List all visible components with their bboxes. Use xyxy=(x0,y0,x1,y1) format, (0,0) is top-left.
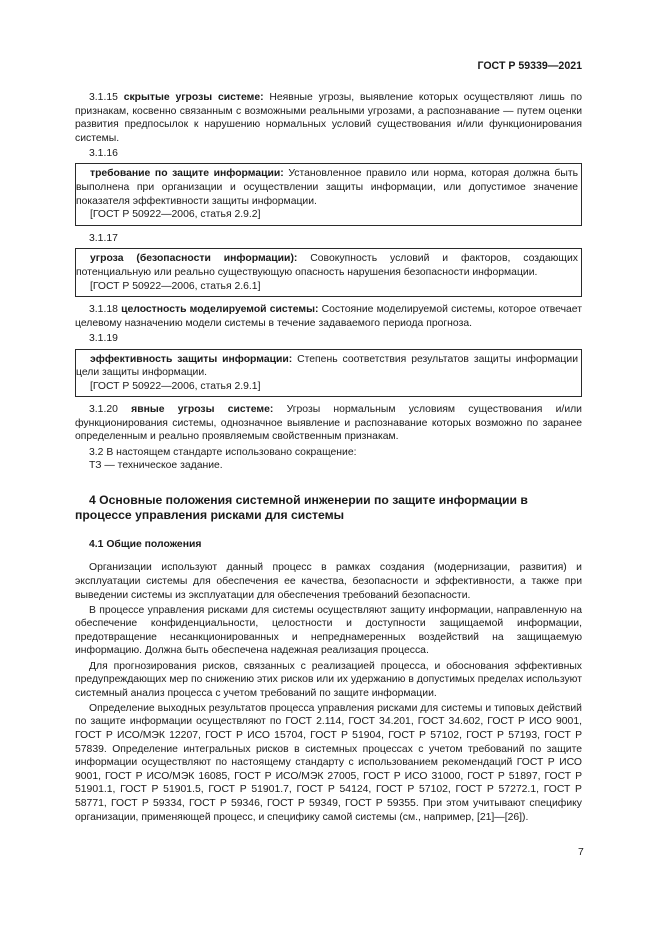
definition-3-1-15 xyxy=(75,91,582,145)
body-paragraph: Для прогнозирования рисков, связанных с реализацией процесса, и обоснования эффективных предупреждающих мер по снижению этих рисков или их удержанию в допустимых пределах используют системный анализ процесса с учетом требований по защите информации. xyxy=(75,660,582,699)
abbreviation-line: ТЗ — техническое задание. xyxy=(89,460,223,472)
definition-3-1-18 xyxy=(75,303,582,330)
document-id-header: ГОСТ Р 59339—2021 xyxy=(477,60,582,72)
definition-text: Состояние моделируемой системы, которое отвечает целевому назначению модели системы в течение задаваемого периода прогноза. xyxy=(75,304,583,329)
source-reference: [ГОСТ Р 50922—2006, статья 2.9.1] xyxy=(90,380,261,392)
term: целостность моделируемой системы: xyxy=(121,304,319,316)
term: скрытые угрозы системе: xyxy=(123,92,264,103)
source-reference: [ГОСТ Р 50922—2006, статья 2.6.1] xyxy=(90,280,261,292)
item-number-3-1-16: 3.1.16 xyxy=(89,147,118,159)
quoted-definition-box-3-1-16 xyxy=(75,163,582,225)
section-4-heading: 4 Основные положения системной инженерии по защите информации в процессе управления рисками для системы xyxy=(75,492,528,523)
quoted-definition-box-3-1-17 xyxy=(75,248,582,297)
definition-text: Степень соответствия результатов защиты информации цели защиты информации. xyxy=(76,353,578,379)
definition-text: Неявные угрозы, выявление которых осуществляют лишь по признакам, косвенно связанным с возможными реальными угрозами, а распознавание — путем оценки развития предпосылок к нарушению нормальных условий существования и/или функционирования системы. xyxy=(75,92,582,144)
term: требование по защите информации: xyxy=(90,168,284,180)
item-number: 3.1.20 xyxy=(89,404,118,416)
body-paragraph: Определение выходных результатов процесса управления рисками для системы и типовых действий по защите информации осуществляют по ГОСТ 2.114, ГОСТ 34.201, ГОСТ 34.602, ГОСТ Р ИСО 9001, ГОСТ Р ИСО/МЭК 12207, ГОСТ Р ИСО 15704, ГОСТ Р 51904, ГОСТ Р 57102, ГОСТ Р 57193, ГОСТ Р 57839. Определение интегральных рисков в системных процессах с учетом требований по защите информации осуществляют по настоящему стандарту с использованием рекомендаций ГОСТ Р ИСО 9001, ГОСТ Р ИСО/МЭК 16085, ГОСТ Р ИСО/МЭК 27005, ГОСТ Р ИСО 31000, ГОСТ Р 51897, ГОСТ Р 51901.1, ГОСТ Р 51901.5, ГОСТ Р 51901.7, ГОСТ Р 54124, ГОСТ Р 57102, ГОСТ Р 57272.1, ГОСТ Р 58771, ГОСТ Р 59334, ГОСТ Р 59346, ГОСТ Р 59349, ГОСТ Р 59355. При этом учитывают специфику организации, применяющей процесс, и специфику самой системы (см., например, [21]—[26]). xyxy=(75,702,582,823)
quoted-definition-box-3-1-19 xyxy=(75,349,582,398)
definition-3-1-20 xyxy=(75,403,582,444)
page-number: 7 xyxy=(578,847,584,858)
body-paragraph: Организации используют данный процесс в рамках создания (модернизации, развития) и эксплуатации системы для обеспечения ее качества, безопасности и эффективности, а также при выведении системы из эксплуатации для обеспечения требований безопасности. xyxy=(75,562,582,601)
item-number-3-1-17: 3.1.17 xyxy=(89,232,118,244)
item-number: 3.1.18 xyxy=(89,304,118,316)
item-number: 3.1.15 xyxy=(89,92,118,103)
abbreviation-intro: 3.2 В настоящем стандарте использовано сокращение: xyxy=(89,446,357,458)
term: угроза (безопасности информации): xyxy=(90,253,298,265)
body-paragraph: В процессе управления рисками для системы осуществляют защиту информации, направленную на обеспечение конфиденциальности, целостности и доступности защищаемой информации, предотвращение несанкционированных и непреднамеренных воздействий на защищаемую информацию. Должна быть обеспечена надежная реализация процесса. xyxy=(75,604,582,657)
source-reference: [ГОСТ Р 50922—2006, статья 2.9.2] xyxy=(90,209,261,221)
item-number-3-1-19: 3.1.19 xyxy=(89,332,118,344)
definition-text: Совокупность условий и факторов, создающих потенциальную или реально существующую опасность нарушения безопасности информации. xyxy=(76,253,578,279)
term: эффективность защиты информации: xyxy=(90,353,293,365)
definition-text: Угрозы нормальным условиям существования и/или функционирования системы, однозначное выявление и распознавание которых возможно по заранее определенным и реально проявляемым свойственным признакам. xyxy=(75,404,582,443)
definition-text: Установленное правило или норма, которая должна быть выполнена при организации и осуществлении защиты информации, или допустимое значение показателя эффективности защиты информации. xyxy=(76,168,578,207)
term: явные угрозы системе: xyxy=(131,404,274,416)
page-content xyxy=(75,91,582,824)
subsection-4-1-heading: 4.1 Общие положения xyxy=(89,538,202,550)
